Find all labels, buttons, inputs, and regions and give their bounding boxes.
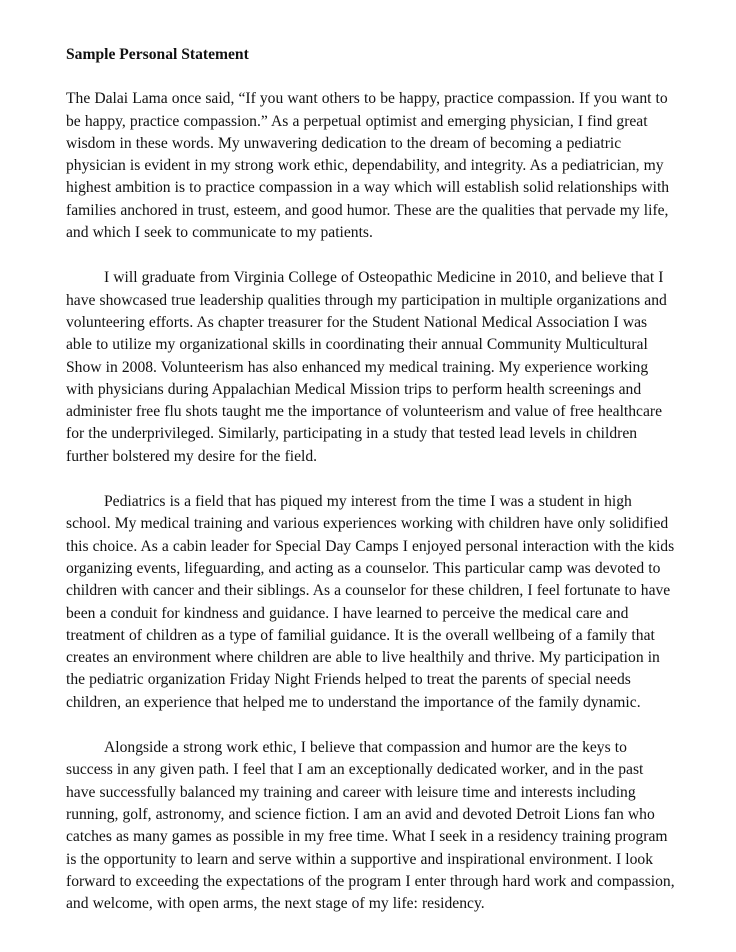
- paragraph-pediatrics: Pediatrics is a field that has piqued my interest from the time I was a student in high school. My medical training and various experiences working with children have only solidified this choice. As a cabin leader for Special Day Camps I enjoyed personal interaction with the kids organizing events, lifeguarding, and acting as a counselor. This particular camp was devoted to children with cancer and their siblings. As a counselor for these children, I feel fortunate to have been a conduit for kindness and guidance. I have learned to perceive the medical care and treatment of children as a type of familial guidance. It is the overall wellbeing of a family that creates an environment where children are able to live healthily and thrive. My participation in the pediatric organization Friday Night Friends helped to treat the parents of special needs children, an experience that helped me to understand the importance of the family dynamic.: [66, 493, 675, 711]
- document-title: Sample Personal Statement: [66, 46, 249, 63]
- paragraph-intro: The Dalai Lama once said, “If you want others to be happy, practice compassion. If you want to be happy, practice compassion.” As a perpetual optimist and emerging physician, I find great wisdom in these words. My unwavering dedication to the dream of becoming a pediatric physician is evident in my strong work ethic, dependability, and integrity. As a pediatrician, my highest ambition is to practice compassion in a way which will establish solid relationships with families anchored in trust, esteem, and good humor. These are the qualities that pervade my life, and which I seek to communicate to my patients.: [66, 90, 670, 242]
- document-body: [66, 44, 676, 915]
- paragraph-leadership: I will graduate from Virginia College of Osteopathic Medicine in 2010, and believe that I have showcased true leadership qualities through my participation in multiple organizations and volunteering efforts. As chapter treasurer for the Student National Medical Association I was able to utilize my organizational skills in coordinating their annual Community Multicultural Show in 2008. Volunteerism has also enhanced my medical training. My experience working with physicians during Appalachian Medical Mission trips to perform health screenings and administer free flu shots taught me the importance of volunteerism and value of free healthcare for the underprivileged. Similarly, participating in a study that tested lead levels in children further bolstered my desire for the field.: [66, 269, 667, 465]
- paragraph-conclusion: Alongside a strong work ethic, I believe that compassion and humor are the keys to success in any given path. I feel that I am an exceptionally dedicated worker, and in the past have successfully balanced my training and career with leisure time and interests including running, golf, astronomy, and science fiction. I am an avid and devoted Detroit Lions fan who catches as many games as possible in my free time. What I seek in a residency training program is the opportunity to learn and serve within a supportive and inspirational environment. I look forward to exceeding the expectations of the program I enter through hard work and compassion, and welcome, with open arms, the next stage of my life: residency.: [66, 739, 675, 913]
